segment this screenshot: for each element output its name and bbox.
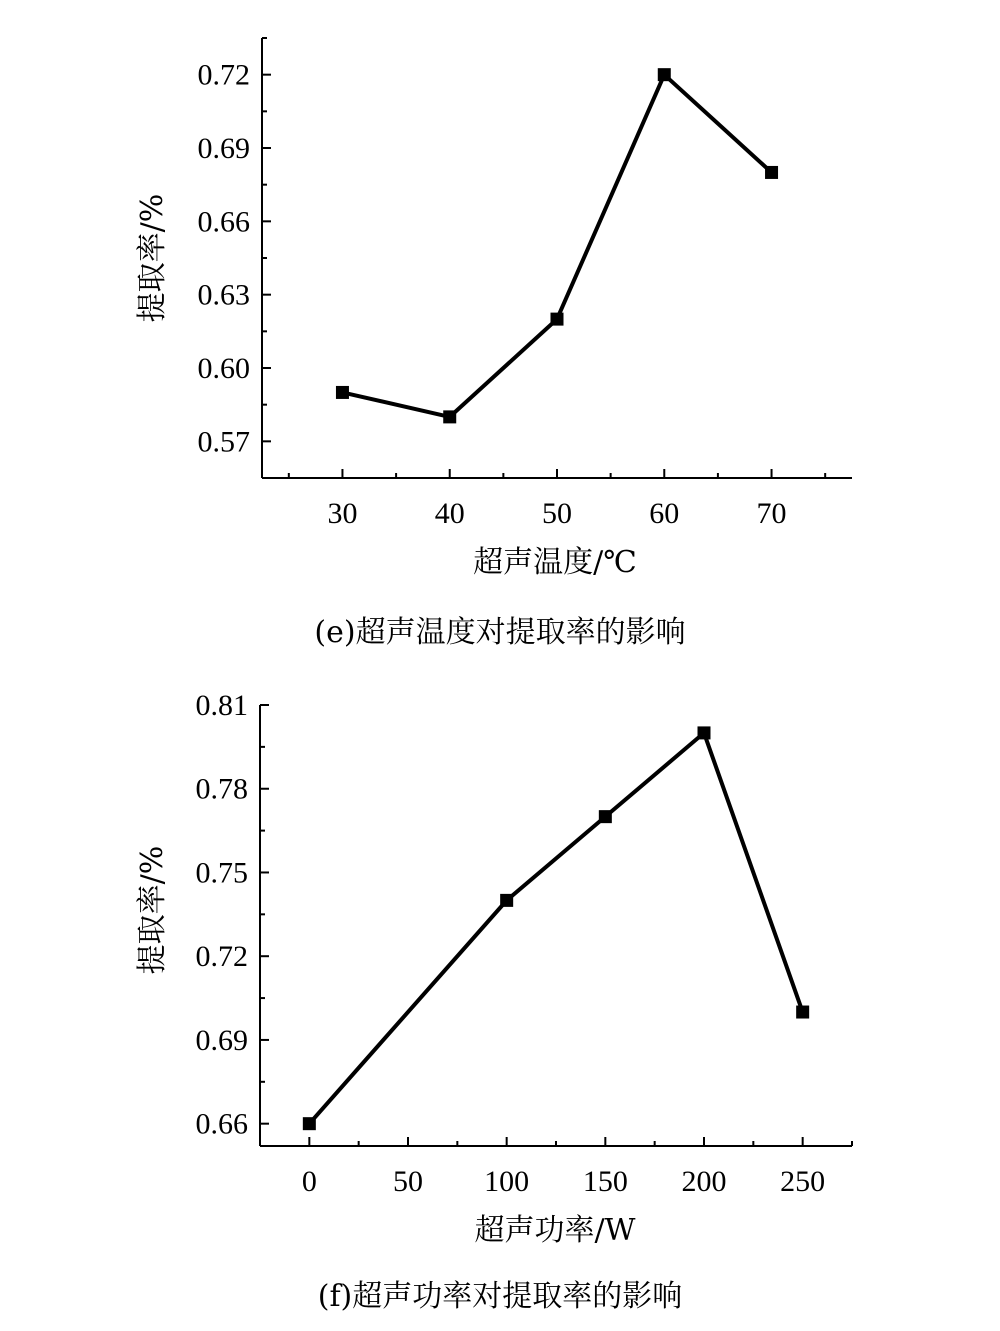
chart-power-y-tick-label: 0.66 — [195, 1107, 248, 1141]
chart-power-series — [303, 726, 809, 1130]
chart-power-caption: (f)超声功率对提取率的影响 — [317, 1279, 683, 1314]
chart-power-x-tick-label: 0 — [301, 1165, 317, 1198]
chart-power-xlabel: 超声功率/W — [474, 1213, 636, 1248]
chart-temperature-y-tick-label: 0.69 — [197, 132, 250, 165]
chart-temperature-x-tick-label: 70 — [756, 497, 787, 530]
chart-temperature-data-point — [443, 410, 456, 423]
chart-power-data-point — [500, 894, 513, 907]
chart-temperature-y-tick-label: 0.72 — [197, 58, 250, 92]
chart-power-data-point — [303, 1117, 316, 1130]
chart-power-data-point — [599, 810, 612, 823]
chart-power-y-tick-label: 0.75 — [195, 856, 248, 890]
chart-temperature-y-tick-label: 0.66 — [197, 205, 250, 239]
chart-temperature-x-tick-label: 50 — [542, 497, 572, 530]
chart-temperature-x-tick-label: 60 — [649, 497, 680, 530]
chart-power-y-tick-label: 0.81 — [195, 689, 248, 722]
chart-temperature-series — [336, 68, 778, 423]
chart-temperature-xlabel: 超声温度/℃ — [473, 545, 637, 580]
chart-temperature-axes — [262, 38, 852, 478]
chart-power-x-tick-label: 50 — [393, 1165, 423, 1198]
chart-power-y-tick-label: 0.72 — [195, 940, 248, 974]
chart-power — [135, 689, 852, 1314]
chart-temperature-data-point — [765, 166, 778, 179]
chart-temperature-data-point — [551, 313, 564, 326]
chart-temperature-x-tick-label: 40 — [434, 497, 465, 530]
chart-power-data-point — [796, 1006, 809, 1019]
chart-temperature-series-line — [342, 75, 771, 417]
chart-power-y-tick-label: 0.69 — [195, 1023, 248, 1057]
chart-temperature-data-point — [658, 68, 671, 81]
chart-power-data-point — [698, 726, 711, 739]
chart-power-y-tick-label: 0.78 — [195, 772, 248, 806]
chart-power-ylabel: 提取率/% — [135, 845, 170, 975]
chart-temperature-y-tick-label: 0.63 — [197, 278, 250, 312]
chart-temperature-tick-labels — [198, 59, 787, 530]
chart-power-x-tick-label: 250 — [780, 1165, 826, 1198]
chart-power-series-line — [309, 733, 802, 1124]
chart-power-x-tick-label: 100 — [484, 1165, 530, 1198]
chart-power-tick-labels — [196, 689, 826, 1198]
chart-temperature-y-tick-label: 0.60 — [197, 352, 250, 385]
chart-temperature-x-tick-label: 30 — [327, 497, 358, 530]
chart-power-x-tick-label: 200 — [681, 1165, 727, 1198]
chart-temperature — [135, 38, 852, 650]
chart-power-x-tick-label: 150 — [582, 1165, 628, 1198]
chart-temperature-ticks — [262, 38, 825, 478]
chart-temperature-y-tick-label: 0.57 — [197, 425, 250, 459]
chart-temperature-ylabel: 提取率/% — [135, 193, 170, 323]
chart-temperature-data-point — [336, 386, 349, 399]
chart-temperature-caption: (e)超声温度对提取率的影响 — [314, 615, 686, 650]
